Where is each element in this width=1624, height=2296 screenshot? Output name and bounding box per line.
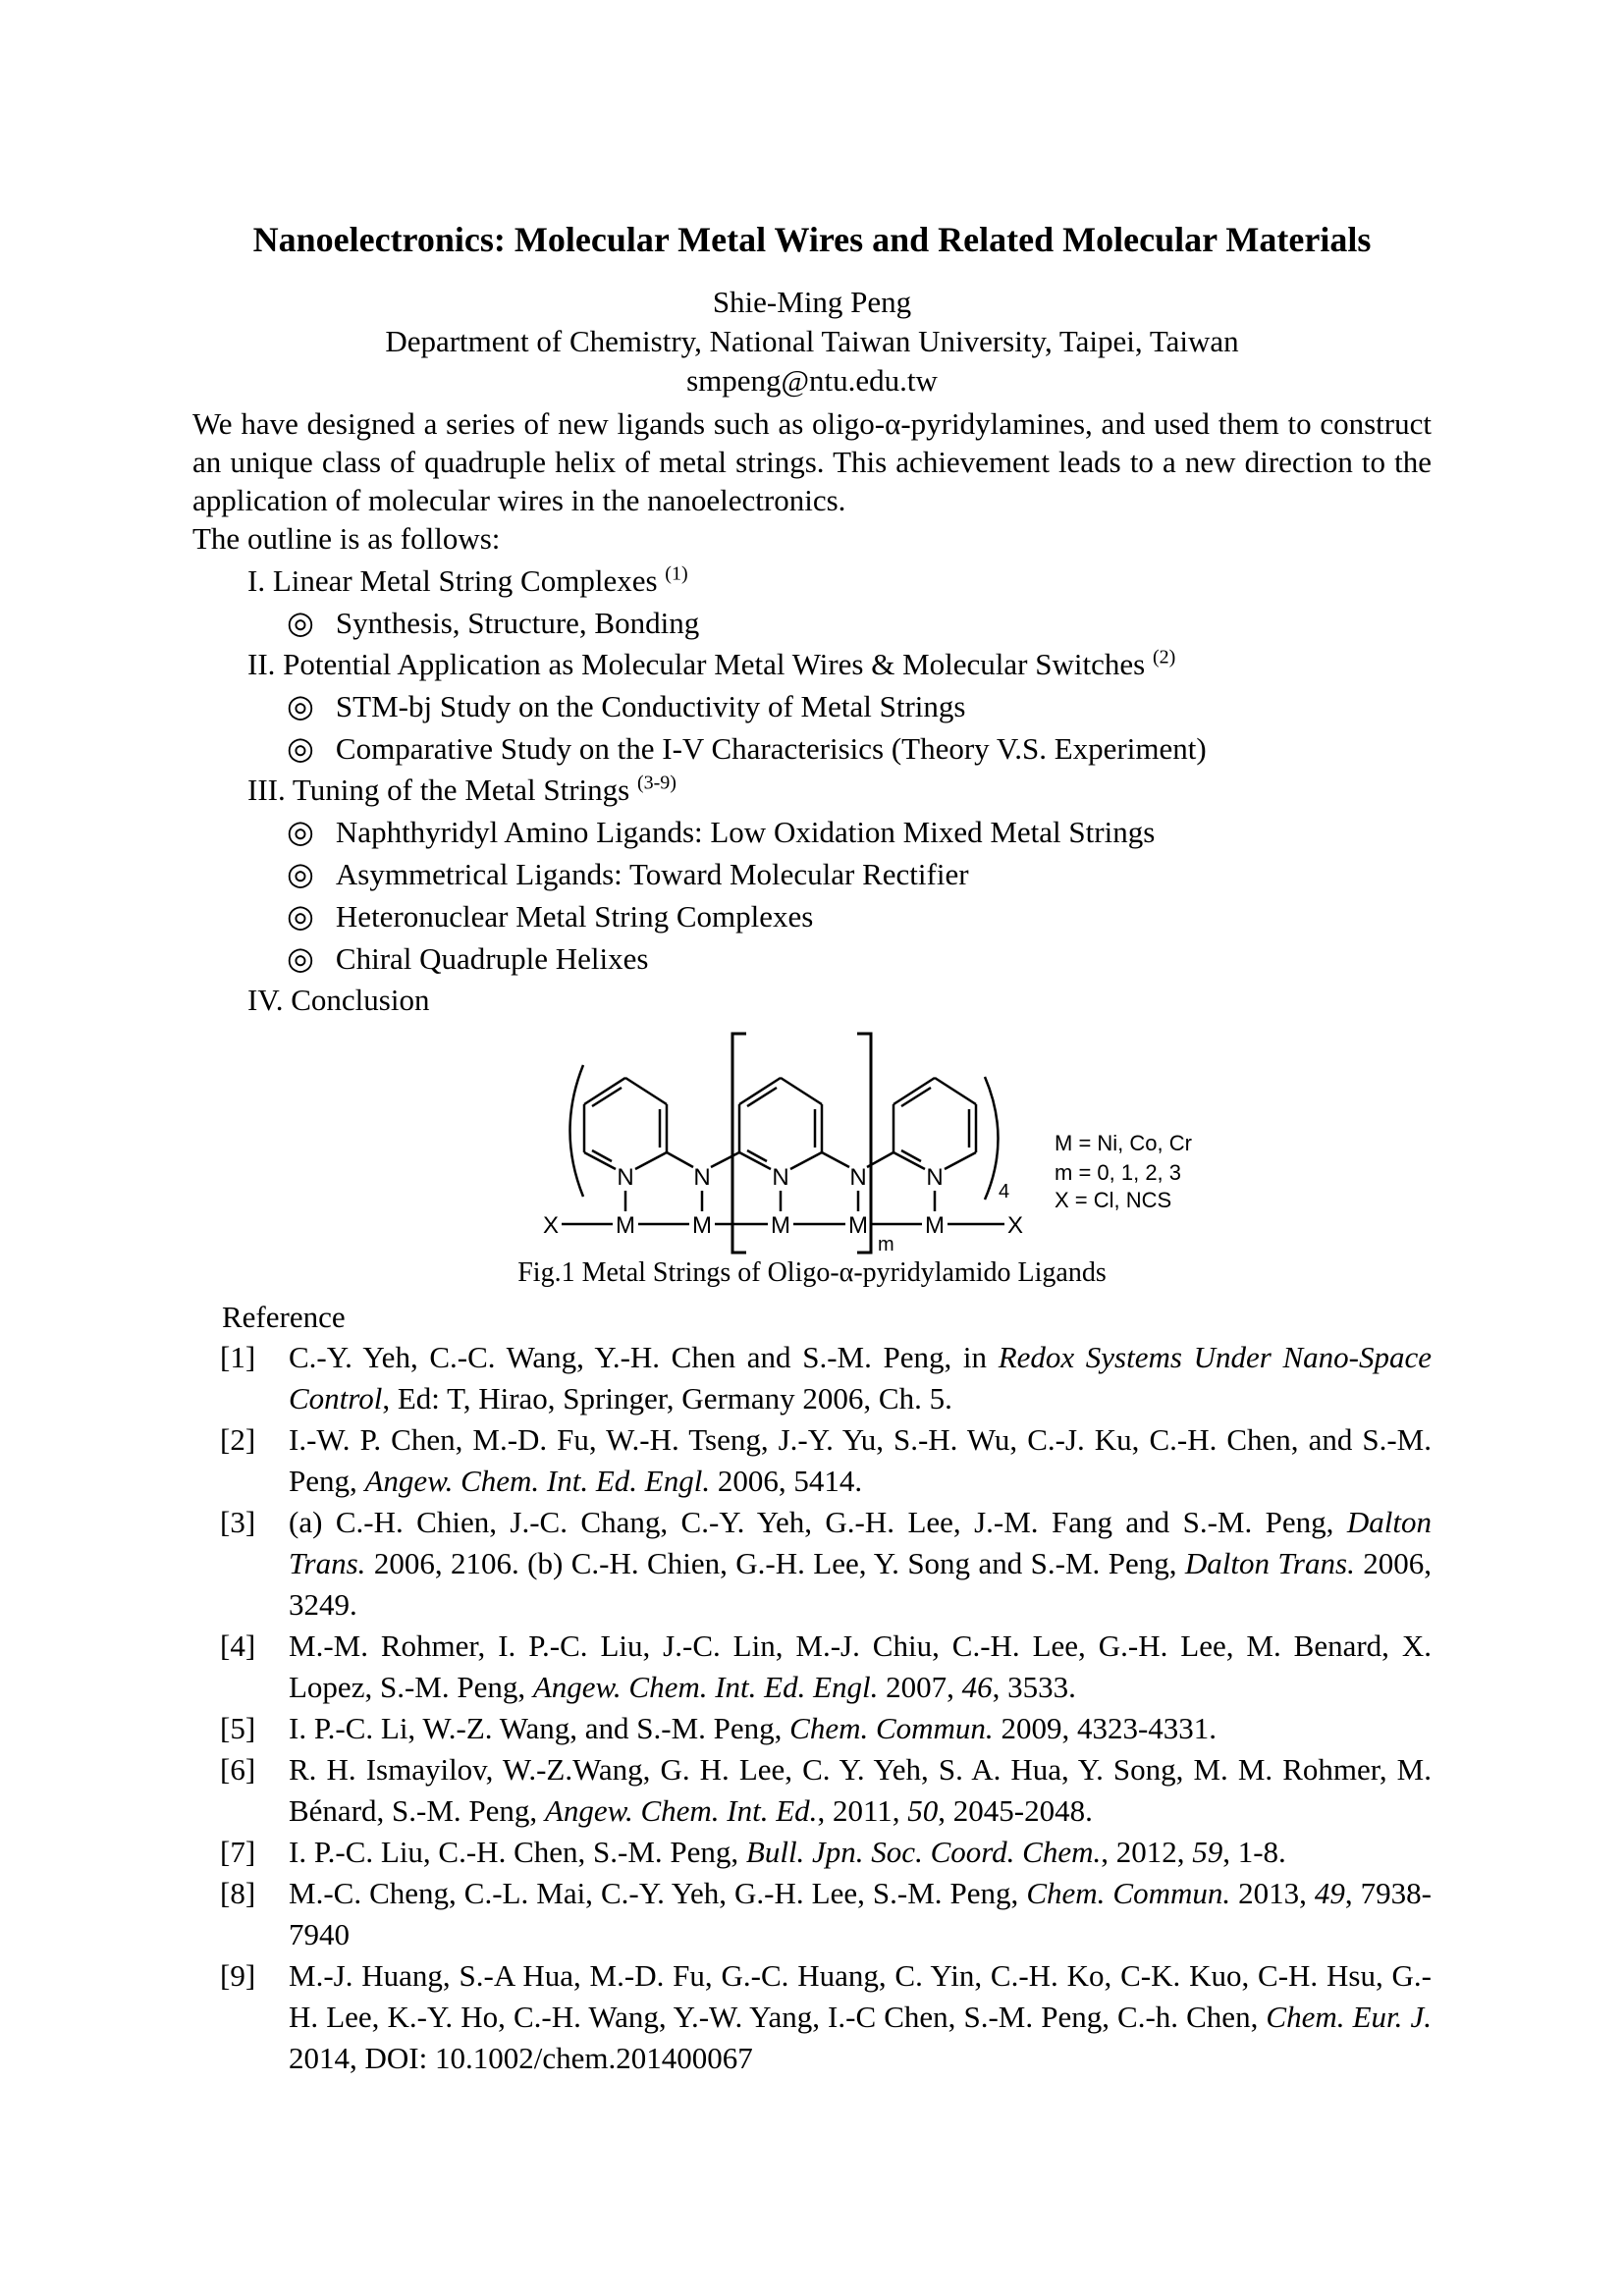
abstract-paragraph: We have designed a series of new ligands such as oligo-α-pyridylamines, and used them to construct an unique class of quadruple helix of metal strings. This achievement leads to a new direction to the application of molecular wires in the nanoelectronics. bbox=[192, 406, 1432, 517]
journal-name-italic: Dalton Trans. bbox=[1184, 1546, 1355, 1580]
reference-text-segment: 2009, 4323-4331. bbox=[993, 1711, 1218, 1745]
outline-subitem bbox=[192, 811, 1432, 853]
nitrogen-label: N bbox=[617, 1164, 634, 1191]
reference-marker: [9] bbox=[220, 1958, 256, 1993]
journal-name-italic: 59 bbox=[1192, 1835, 1223, 1869]
outline-item-label: Naphthyridyl Amino Ligands: Low Oxidation Mixed Metal Strings bbox=[335, 815, 1156, 849]
reference-text bbox=[289, 1626, 1432, 1708]
outline-section bbox=[192, 561, 1432, 602]
reference-text bbox=[289, 1337, 1432, 1419]
outline-item-label: IV. Conclusion bbox=[247, 983, 430, 1017]
journal-name-italic: Redox Systems Under Nano-Space Control bbox=[289, 1340, 1432, 1415]
bullseye-bullet-icon: ◎ bbox=[287, 730, 314, 766]
metal-label: M bbox=[771, 1212, 790, 1239]
reference-marker: [2] bbox=[220, 1422, 256, 1457]
reference-marker: [5] bbox=[220, 1711, 256, 1745]
bullseye-bullet-icon: ◎ bbox=[287, 940, 314, 976]
metal-nitrogen-bonds bbox=[625, 1191, 935, 1211]
journal-name-italic: Bull. Jpn. Soc. Coord. Chem. bbox=[745, 1835, 1102, 1869]
reference-item bbox=[220, 1832, 1432, 1873]
reference-text-segment: 2014, DOI: 10.1002/chem.201400067 bbox=[289, 2041, 753, 2075]
outline-section bbox=[192, 980, 1432, 1021]
figure-structure-svg bbox=[524, 1023, 1212, 1258]
right-parenthesis bbox=[985, 1077, 999, 1200]
reference-text bbox=[289, 1873, 1432, 1955]
bullseye-bullet-icon: ◎ bbox=[287, 898, 314, 934]
outline-item-label: STM-bj Study on the Conductivity of Metal Strings bbox=[335, 689, 966, 723]
outline-subitem bbox=[192, 602, 1432, 644]
reference-item bbox=[220, 1955, 1432, 2079]
figure-caption: Fig.1 Metal Strings of Oligo-α-pyridylamido Ligands bbox=[517, 1257, 1107, 1288]
outline-intro: The outline is as follows: bbox=[192, 521, 501, 556]
metal-label: M bbox=[616, 1212, 635, 1239]
metal-label: M bbox=[848, 1212, 868, 1239]
reference-text-segment: 2006, 3249. bbox=[289, 1546, 1432, 1622]
outline-item-label: Synthesis, Structure, Bonding bbox=[335, 606, 700, 640]
reference-text-segment: M.-C. Cheng, C.-L. Mai, C.-Y. Yeh, G.-H. Lee, S.-M. Peng, bbox=[289, 1876, 1027, 1910]
nitrogen-label: N bbox=[693, 1164, 711, 1191]
reference-marker: [8] bbox=[220, 1876, 256, 1910]
legend-line: M = Ni, Co, Cr bbox=[1055, 1131, 1192, 1155]
bullseye-bullet-icon: ◎ bbox=[287, 814, 314, 849]
reference-text-segment: 2006, 2106. (b) C.-H. Chien, G.-H. Lee, Y. Song and S.-M. Peng, bbox=[365, 1546, 1185, 1580]
reference-text bbox=[289, 1502, 1432, 1626]
reference-item bbox=[220, 1708, 1432, 1749]
outline-subitem bbox=[192, 727, 1432, 770]
reference-text-segment: C.-Y. Yeh, C.-C. Wang, Y.-H. Chen and S.-M. Peng, in bbox=[289, 1340, 999, 1374]
header-block bbox=[192, 283, 1432, 400]
journal-name-italic: Angew. Chem. Int. Ed. bbox=[544, 1793, 818, 1828]
pyridine-ring bbox=[739, 1078, 822, 1169]
reference-text-segment: 2013, bbox=[1230, 1876, 1315, 1910]
email-address: smpeng@ntu.edu.tw bbox=[686, 363, 938, 398]
outline-item-label: I. Linear Metal String Complexes bbox=[247, 563, 658, 598]
journal-name-italic: Dalton Trans. bbox=[289, 1505, 1432, 1580]
reference-marker: [6] bbox=[220, 1752, 256, 1787]
document-content bbox=[192, 0, 1432, 2079]
reference-text-segment: , 1-8. bbox=[1222, 1835, 1286, 1869]
reference-text bbox=[289, 1419, 1432, 1502]
reference-text-segment: M.-J. Huang, S.-A Hua, M.-D. Fu, G.-C. Huang, C. Yin, C.-H. Ko, C-K. Kuo, C-H. Hsu, G.-H. Lee, K.-Y. Ho, C.-H. Wang, Y.-W. Yang, I.-C Chen, S.-M. Peng, C.-h. Chen, bbox=[289, 1958, 1432, 2034]
axial-ligand-label: X bbox=[1006, 1212, 1024, 1239]
reference-item bbox=[220, 1626, 1432, 1708]
journal-name-italic: 49 bbox=[1314, 1876, 1345, 1910]
left-parenthesis bbox=[570, 1065, 584, 1197]
outline-section bbox=[192, 770, 1432, 811]
metal-chain bbox=[543, 1212, 1023, 1239]
pyridine-ring bbox=[893, 1078, 976, 1169]
reference-text-segment: 2007, bbox=[878, 1670, 962, 1704]
reference-text-segment: M.-M. Rohmer, I. P.-C. Liu, J.-C. Lin, M.-J. Chiu, C.-H. Lee, G.-H. Lee, M. Benard, X. Lopez, S.-M. Peng, bbox=[289, 1629, 1432, 1704]
inner-subscript: m bbox=[878, 1234, 894, 1255]
bullseye-bullet-icon: ◎ bbox=[287, 688, 314, 723]
page-title: Nanoelectronics: Molecular Metal Wires and Related Molecular Materials bbox=[252, 220, 1372, 259]
reference-marker: [4] bbox=[220, 1629, 256, 1663]
outline-item-label: III. Tuning of the Metal Strings bbox=[247, 773, 630, 807]
reference-text-segment: , Ed: T, Hirao, Springer, Germany 2006, Ch. 5. bbox=[382, 1381, 952, 1415]
reference-item bbox=[220, 1749, 1432, 1832]
nitrogen-label: N bbox=[849, 1164, 867, 1191]
reference-item bbox=[220, 1873, 1432, 1955]
references-heading: Reference bbox=[222, 1300, 346, 1334]
outline-section bbox=[192, 644, 1432, 685]
nitrogen-label: N bbox=[926, 1164, 944, 1191]
metal-label: M bbox=[692, 1212, 712, 1239]
references-list bbox=[192, 1337, 1432, 2079]
author-name: Shie-Ming Peng bbox=[712, 285, 912, 319]
journal-name-italic: Chem. Commun. bbox=[1026, 1876, 1231, 1910]
reference-superscript: (2) bbox=[1152, 646, 1176, 668]
nitrogen-label: N bbox=[772, 1164, 789, 1191]
reference-superscript: (1) bbox=[665, 562, 688, 585]
reference-marker: [1] bbox=[220, 1340, 256, 1374]
reference-text-segment: , 3533. bbox=[992, 1670, 1076, 1704]
outer-subscript: 4 bbox=[999, 1181, 1010, 1202]
journal-name-italic: Chem. Commun. bbox=[789, 1711, 994, 1745]
bullseye-bullet-icon: ◎ bbox=[287, 856, 314, 891]
outline-item-label: II. Potential Application as Molecular Metal Wires & Molecular Switches bbox=[247, 647, 1146, 681]
journal-name-italic: 46 bbox=[961, 1670, 993, 1704]
journal-name-italic: Chem. Eur. J. bbox=[1266, 2000, 1432, 2034]
bullseye-bullet-icon: ◎ bbox=[287, 605, 314, 640]
legend-line: X = Cl, NCS bbox=[1055, 1188, 1172, 1212]
outline-item-label: Chiral Quadruple Helixes bbox=[335, 941, 649, 976]
outline-item-label: Comparative Study on the I-V Characterisics (Theory V.S. Experiment) bbox=[335, 731, 1207, 766]
outline-item-label: Heteronuclear Metal String Complexes bbox=[335, 899, 814, 934]
reference-text-segment: , 2011, bbox=[817, 1793, 908, 1828]
outline-list bbox=[192, 561, 1432, 1021]
reference-superscript: (3-9) bbox=[636, 772, 677, 794]
figure bbox=[192, 1023, 1432, 1255]
reference-item bbox=[220, 1337, 1432, 1419]
figure-legend bbox=[1055, 1131, 1192, 1212]
journal-name-italic: 50 bbox=[907, 1793, 939, 1828]
journal-name-italic: Angew. Chem. Int. Ed. Engl. bbox=[532, 1670, 879, 1704]
reference-text-segment: , 7938-7940 bbox=[289, 1876, 1433, 1951]
journal-name-italic: Angew. Chem. Int. Ed. Engl. bbox=[364, 1464, 711, 1498]
outline-subitem bbox=[192, 895, 1432, 937]
reference-text-segment: , 2045-2048. bbox=[938, 1793, 1093, 1828]
reference-marker: [3] bbox=[220, 1505, 256, 1539]
reference-text bbox=[289, 1708, 1432, 1749]
reference-text-segment: R. H. Ismayilov, W.-Z.Wang, G. H. Lee, C. Y. Yeh, S. A. Hua, Y. Song, M. M. Rohmer, M. Bénard, S.-M. Peng, bbox=[289, 1752, 1432, 1828]
reference-text-segment: 2006, 5414. bbox=[710, 1464, 863, 1498]
legend-line: m = 0, 1, 2, 3 bbox=[1055, 1160, 1182, 1185]
outline-item-label: Asymmetrical Ligands: Toward Molecular Rectifier bbox=[335, 857, 969, 891]
outline-subitem bbox=[192, 937, 1432, 980]
reference-text bbox=[289, 1832, 1432, 1873]
reference-text-segment: (a) C.-H. Chien, J.-C. Chang, C.-Y. Yeh, G.-H. Lee, J.-M. Fang and S.-M. Peng, bbox=[289, 1505, 1347, 1539]
reference-text bbox=[289, 1955, 1432, 2079]
reference-text bbox=[289, 1749, 1432, 1832]
reference-item bbox=[220, 1419, 1432, 1502]
affiliation: Department of Chemistry, National Taiwan University, Taipei, Taiwan bbox=[385, 324, 1239, 358]
axial-ligand-label: X bbox=[542, 1212, 560, 1239]
reference-text-segment: , 2012, bbox=[1101, 1835, 1193, 1869]
reference-text-segment: I. P.-C. Liu, C.-H. Chen, S.-M. Peng, bbox=[289, 1835, 746, 1869]
metal-label: M bbox=[925, 1212, 945, 1239]
reference-text-segment: I.-W. P. Chen, M.-D. Fu, W.-H. Tseng, J.-Y. Yu, S.-H. Wu, C.-J. Ku, C.-H. Chen, and S.-M. Peng, bbox=[289, 1422, 1432, 1498]
pyridine-ring bbox=[584, 1078, 667, 1169]
outline-subitem bbox=[192, 685, 1432, 727]
nitrogen-labels bbox=[617, 1164, 943, 1191]
reference-text-segment: I. P.-C. Li, W.-Z. Wang, and S.-M. Peng, bbox=[289, 1711, 790, 1745]
reference-marker: [7] bbox=[220, 1835, 256, 1869]
reference-item bbox=[220, 1502, 1432, 1626]
outline-subitem bbox=[192, 853, 1432, 895]
